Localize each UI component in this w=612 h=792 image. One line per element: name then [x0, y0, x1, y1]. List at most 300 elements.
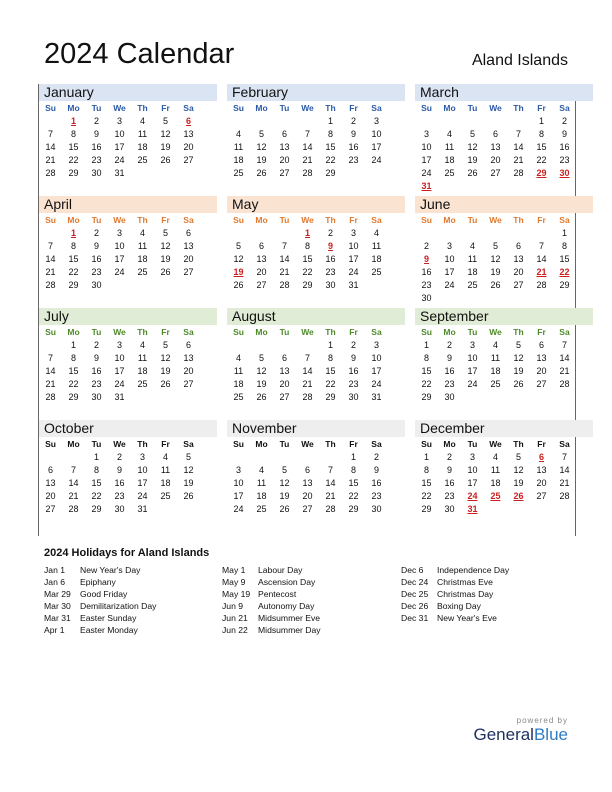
day-cell: 27 — [536, 491, 547, 501]
day-cell: 7 — [538, 241, 544, 251]
day-cell: 27 — [45, 504, 56, 514]
day-cell: 3 — [116, 116, 122, 126]
holiday-name: Easter Monday — [80, 625, 138, 635]
day-grid — [415, 451, 593, 516]
month-11 — [415, 420, 593, 532]
day-cell: 23 — [114, 491, 125, 501]
holiday-row — [222, 564, 402, 576]
day-cell: 2 — [446, 340, 452, 350]
day-cell: 28 — [559, 491, 570, 501]
day-cell: 4 — [139, 340, 145, 350]
weekday-label: Th — [513, 439, 524, 449]
day-cell: 29 — [348, 504, 359, 514]
day-cell: 16 — [444, 478, 455, 488]
day-cell: 31 — [137, 504, 148, 514]
empty-cell — [250, 339, 273, 352]
day-cell: 15 — [68, 142, 79, 152]
day-cell: 8 — [70, 353, 76, 363]
day-cell: 29 — [91, 504, 102, 514]
day-cell: 4 — [492, 452, 498, 462]
day-cell: 20 — [536, 478, 547, 488]
day-cell: 16 — [325, 254, 336, 264]
weekday-label: Sa — [371, 327, 382, 337]
day-cell: 11 — [371, 241, 382, 251]
weekday-header — [227, 325, 405, 339]
day-cell: 17 — [114, 366, 125, 376]
empty-cell — [438, 115, 461, 128]
weekday-label: Th — [325, 439, 336, 449]
month-3 — [39, 196, 217, 308]
day-cell: 9 — [93, 241, 99, 251]
day-cell: 6 — [281, 129, 287, 139]
holiday-name: Independence Day — [437, 565, 510, 575]
weekday-label: We — [301, 439, 314, 449]
day-cell: 6 — [281, 353, 287, 363]
day-cell: 5 — [515, 340, 521, 350]
day-cell: 24 — [444, 280, 455, 290]
holiday-date: Jan 6 — [44, 577, 66, 587]
day-cell: 28 — [45, 280, 56, 290]
weekday-label: Tu — [467, 103, 478, 113]
day-cell: 7 — [561, 340, 567, 350]
day-cell: 9 — [350, 353, 356, 363]
holiday-name: Boxing Day — [437, 601, 481, 611]
weekday-label: Tu — [467, 327, 478, 337]
day-cell: 24 — [348, 267, 359, 277]
weekday-label: Fr — [349, 103, 358, 113]
day-cell: 3 — [469, 340, 475, 350]
day-cell: 20 — [183, 142, 194, 152]
weekday-label: Sa — [371, 103, 382, 113]
day-cell: 28 — [279, 280, 290, 290]
weekday-label: We — [301, 215, 314, 225]
holiday-row — [222, 600, 402, 612]
day-cell: 15 — [325, 366, 336, 376]
day-cell: 22 — [68, 155, 79, 165]
day-cell: 13 — [536, 353, 547, 363]
day-cell: 10 — [233, 478, 244, 488]
day-cell: 22 — [421, 379, 432, 389]
day-cell: 30 — [444, 504, 455, 514]
holiday-day: 31 — [467, 504, 478, 514]
day-cell: 3 — [350, 228, 356, 238]
holiday-day: 1 — [304, 228, 310, 238]
day-cell: 31 — [114, 392, 125, 402]
weekday-header — [415, 213, 593, 227]
empty-cell — [250, 227, 273, 240]
day-cell: 11 — [490, 465, 501, 475]
holiday-row — [44, 612, 224, 624]
weekday-label: Th — [325, 103, 336, 113]
day-cell: 16 — [444, 366, 455, 376]
month-2 — [415, 84, 593, 196]
day-cell: 13 — [490, 142, 501, 152]
day-cell: 22 — [348, 491, 359, 501]
day-cell: 30 — [371, 504, 382, 514]
weekday-label: We — [489, 103, 502, 113]
weekday-label: We — [489, 327, 502, 337]
month-name: May — [227, 196, 405, 213]
empty-cell — [296, 115, 319, 128]
day-cell: 15 — [302, 254, 313, 264]
day-cell: 8 — [561, 241, 567, 251]
weekday-label: Su — [45, 439, 56, 449]
day-cell: 17 — [371, 366, 382, 376]
weekday-header — [227, 437, 405, 451]
weekday-label: Th — [513, 215, 524, 225]
day-cell: 14 — [513, 142, 524, 152]
day-cell: 13 — [513, 254, 524, 264]
weekday-label: Tu — [467, 439, 478, 449]
weekday-header — [227, 213, 405, 227]
day-grid — [39, 227, 217, 292]
month-name: November — [227, 420, 405, 437]
month-name: June — [415, 196, 593, 213]
day-cell: 28 — [302, 392, 313, 402]
day-cell: 25 — [137, 267, 148, 277]
month-name: September — [415, 308, 593, 325]
weekday-label: Sa — [183, 215, 194, 225]
empty-cell — [62, 451, 85, 464]
day-cell: 2 — [93, 340, 99, 350]
weekday-label: Tu — [279, 103, 290, 113]
weekday-label: Th — [137, 439, 148, 449]
day-cell: 22 — [302, 267, 313, 277]
day-cell: 27 — [183, 155, 194, 165]
calendar-grid — [38, 84, 576, 536]
holiday-row — [222, 576, 402, 588]
weekday-label: Fr — [537, 327, 546, 337]
holiday-name: New Year's Day — [80, 565, 141, 575]
weekday-label: Su — [233, 327, 244, 337]
day-cell: 11 — [256, 478, 267, 488]
weekday-label: Fr — [537, 215, 546, 225]
brand-logo[interactable] — [473, 716, 568, 745]
day-cell: 5 — [185, 452, 191, 462]
day-cell: 29 — [68, 280, 79, 290]
day-cell: 5 — [162, 340, 168, 350]
day-cell: 11 — [233, 142, 244, 152]
holiday-date: Jan 1 — [44, 565, 66, 575]
holiday-name: Ascension Day — [258, 577, 316, 587]
day-cell: 11 — [233, 366, 244, 376]
day-cell: 17 — [371, 142, 382, 152]
day-cell: 22 — [325, 155, 336, 165]
day-cell: 23 — [559, 155, 570, 165]
holiday-day: 1 — [70, 116, 76, 126]
month-8 — [415, 308, 593, 420]
empty-cell — [39, 115, 62, 128]
day-cell: 15 — [68, 254, 79, 264]
day-cell: 1 — [70, 340, 76, 350]
day-cell: 25 — [160, 491, 171, 501]
day-cell: 26 — [279, 504, 290, 514]
day-cell: 14 — [45, 254, 56, 264]
day-cell: 3 — [235, 465, 241, 475]
day-cell: 26 — [160, 155, 171, 165]
holiday-date: Jun 22 — [222, 625, 248, 635]
day-cell: 13 — [279, 142, 290, 152]
month-0 — [39, 84, 217, 196]
month-name: February — [227, 84, 405, 101]
day-grid — [415, 115, 593, 193]
day-cell: 7 — [304, 353, 310, 363]
holiday-row — [401, 576, 581, 588]
day-cell: 27 — [256, 280, 267, 290]
day-cell: 5 — [258, 129, 264, 139]
day-cell: 6 — [515, 241, 521, 251]
holiday-row — [44, 588, 224, 600]
day-cell: 3 — [446, 241, 452, 251]
day-cell: 12 — [160, 353, 171, 363]
day-cell: 12 — [513, 465, 524, 475]
weekday-label: Th — [137, 327, 148, 337]
month-6 — [39, 308, 217, 420]
empty-cell — [273, 339, 296, 352]
day-cell: 13 — [183, 241, 194, 251]
day-cell: 22 — [68, 267, 79, 277]
empty-cell — [227, 227, 250, 240]
day-cell: 25 — [490, 379, 501, 389]
holiday-day: 26 — [513, 491, 524, 501]
day-cell: 26 — [256, 392, 267, 402]
holiday-row — [401, 600, 581, 612]
day-cell: 15 — [91, 478, 102, 488]
day-cell: 8 — [423, 353, 429, 363]
empty-cell — [273, 227, 296, 240]
weekday-label: Mo — [443, 327, 456, 337]
holiday-day: 25 — [490, 491, 501, 501]
day-cell: 20 — [183, 254, 194, 264]
day-cell: 13 — [183, 353, 194, 363]
holiday-name: Christmas Eve — [437, 577, 493, 587]
weekday-header — [39, 101, 217, 115]
day-cell: 24 — [233, 504, 244, 514]
day-cell: 8 — [93, 465, 99, 475]
weekday-label: Th — [137, 103, 148, 113]
day-cell: 9 — [373, 465, 379, 475]
day-cell: 15 — [348, 478, 359, 488]
day-cell: 27 — [183, 379, 194, 389]
day-cell: 25 — [137, 155, 148, 165]
day-cell: 8 — [423, 465, 429, 475]
holiday-column — [401, 564, 581, 624]
day-cell: 1 — [350, 452, 356, 462]
holiday-day: 1 — [70, 228, 76, 238]
day-cell: 8 — [538, 129, 544, 139]
day-cell: 8 — [70, 241, 76, 251]
day-cell: 10 — [467, 465, 478, 475]
day-cell: 22 — [325, 379, 336, 389]
day-cell: 14 — [279, 254, 290, 264]
day-cell: 8 — [327, 129, 333, 139]
day-cell: 4 — [373, 228, 379, 238]
day-cell: 4 — [139, 116, 145, 126]
day-cell: 28 — [45, 392, 56, 402]
empty-cell — [39, 451, 62, 464]
month-name: July — [39, 308, 217, 325]
weekday-label: Th — [325, 215, 336, 225]
day-cell: 4 — [162, 452, 168, 462]
day-cell: 12 — [160, 241, 171, 251]
weekday-label: Sa — [371, 215, 382, 225]
holiday-day: 31 — [421, 181, 432, 191]
day-cell: 12 — [256, 142, 267, 152]
day-cell: 12 — [183, 465, 194, 475]
day-cell: 29 — [68, 168, 79, 178]
day-cell: 2 — [446, 452, 452, 462]
empty-cell — [484, 227, 507, 240]
day-cell: 16 — [559, 142, 570, 152]
weekday-label: Su — [421, 439, 432, 449]
brand-name-blue: Blue — [533, 725, 568, 744]
weekday-label: Tu — [279, 327, 290, 337]
day-cell: 21 — [325, 491, 336, 501]
day-cell: 26 — [233, 280, 244, 290]
month-name: April — [39, 196, 217, 213]
holiday-name: Christmas Day — [437, 589, 494, 599]
day-cell: 21 — [45, 267, 56, 277]
day-cell: 2 — [93, 228, 99, 238]
day-cell: 19 — [279, 491, 290, 501]
weekday-label: Mo — [255, 215, 268, 225]
day-cell: 5 — [492, 241, 498, 251]
empty-cell — [461, 115, 484, 128]
day-cell: 12 — [467, 142, 478, 152]
day-cell: 20 — [183, 366, 194, 376]
day-grid — [227, 451, 405, 516]
day-cell: 14 — [68, 478, 79, 488]
weekday-label: Su — [45, 103, 56, 113]
weekday-label: Sa — [559, 327, 570, 337]
day-cell: 7 — [70, 465, 76, 475]
day-cell: 30 — [421, 293, 432, 303]
day-cell: 17 — [233, 491, 244, 501]
day-cell: 25 — [233, 168, 244, 178]
day-cell: 19 — [183, 478, 194, 488]
day-cell: 23 — [444, 379, 455, 389]
day-cell: 13 — [302, 478, 313, 488]
holiday-row — [44, 600, 224, 612]
day-cell: 5 — [469, 129, 475, 139]
day-cell: 12 — [160, 129, 171, 139]
month-name: August — [227, 308, 405, 325]
day-cell: 29 — [325, 168, 336, 178]
day-cell: 6 — [304, 465, 310, 475]
day-cell: 19 — [513, 478, 524, 488]
holiday-day: 6 — [538, 452, 544, 462]
weekday-label: We — [113, 439, 126, 449]
brand-name-general: General — [473, 725, 534, 744]
weekday-label: We — [489, 439, 502, 449]
day-cell: 23 — [421, 280, 432, 290]
day-cell: 11 — [444, 142, 455, 152]
empty-cell — [227, 451, 250, 464]
day-cell: 7 — [281, 241, 287, 251]
powered-by-text: powered by — [516, 716, 568, 725]
weekday-label: Mo — [255, 327, 268, 337]
empty-cell — [39, 339, 62, 352]
day-cell: 24 — [421, 168, 432, 178]
day-cell: 13 — [536, 465, 547, 475]
month-name: October — [39, 420, 217, 437]
day-cell: 4 — [258, 465, 264, 475]
day-cell: 13 — [279, 366, 290, 376]
holiday-date: May 19 — [222, 589, 251, 599]
weekday-label: We — [113, 103, 126, 113]
holiday-day: 24 — [467, 491, 478, 501]
weekday-label: Tu — [91, 103, 102, 113]
day-cell: 20 — [256, 267, 267, 277]
holiday-date: Dec 31 — [401, 613, 429, 623]
day-cell: 13 — [45, 478, 56, 488]
day-grid — [39, 451, 217, 516]
empty-cell — [415, 227, 438, 240]
day-cell: 29 — [302, 280, 313, 290]
day-cell: 5 — [515, 452, 521, 462]
empty-cell — [250, 451, 273, 464]
weekday-label: Mo — [255, 103, 268, 113]
weekday-label: Fr — [537, 103, 546, 113]
weekday-label: Su — [45, 215, 56, 225]
day-cell: 24 — [137, 491, 148, 501]
weekday-label: Mo — [67, 327, 80, 337]
weekday-label: Mo — [67, 215, 80, 225]
day-cell: 15 — [559, 254, 570, 264]
empty-cell — [461, 227, 484, 240]
day-cell: 18 — [233, 155, 244, 165]
day-cell: 26 — [183, 491, 194, 501]
day-cell: 22 — [421, 491, 432, 501]
day-cell: 3 — [373, 340, 379, 350]
empty-cell — [273, 115, 296, 128]
day-cell: 5 — [235, 241, 241, 251]
holiday-date: Jun 9 — [222, 601, 244, 611]
day-cell: 15 — [421, 478, 432, 488]
day-cell: 2 — [373, 452, 379, 462]
day-cell: 14 — [559, 353, 570, 363]
day-cell: 5 — [281, 465, 287, 475]
day-cell: 15 — [536, 142, 547, 152]
weekday-label: Mo — [443, 103, 456, 113]
day-cell: 19 — [160, 254, 171, 264]
day-cell: 19 — [513, 366, 524, 376]
day-cell: 27 — [183, 267, 194, 277]
holiday-date: May 9 — [222, 577, 246, 587]
day-cell: 10 — [114, 353, 125, 363]
weekday-label: Sa — [371, 439, 382, 449]
day-cell: 4 — [469, 241, 475, 251]
day-cell: 26 — [490, 280, 501, 290]
day-cell: 17 — [444, 267, 455, 277]
day-cell: 18 — [160, 478, 171, 488]
weekday-label: Mo — [443, 439, 456, 449]
day-cell: 3 — [116, 228, 122, 238]
weekday-header — [39, 325, 217, 339]
weekday-label: Tu — [467, 215, 478, 225]
day-cell: 30 — [91, 392, 102, 402]
holiday-name: Autonomy Day — [258, 601, 315, 611]
holiday-date: May 1 — [222, 565, 246, 575]
day-cell: 7 — [47, 241, 53, 251]
holiday-row — [401, 588, 581, 600]
weekday-label: We — [489, 215, 502, 225]
day-cell: 10 — [348, 241, 359, 251]
holiday-name: Pentecost — [258, 589, 297, 599]
day-cell: 16 — [91, 254, 102, 264]
day-cell: 4 — [446, 129, 452, 139]
day-cell: 25 — [467, 280, 478, 290]
